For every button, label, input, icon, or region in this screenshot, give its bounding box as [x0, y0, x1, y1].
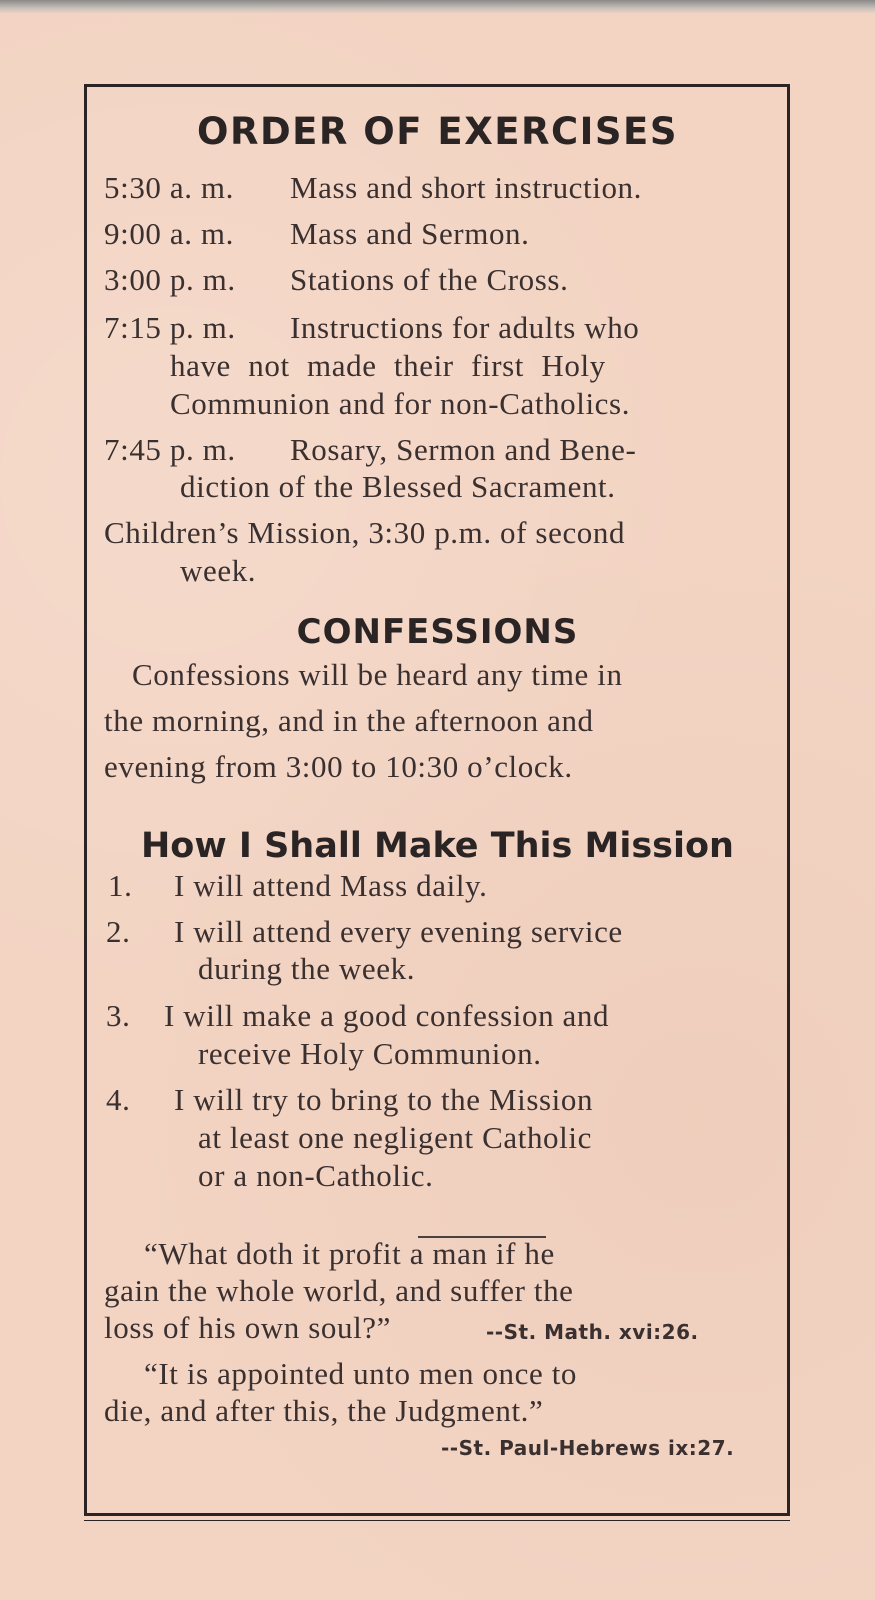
- schedule-text: Communion and for non-Catholics.: [170, 386, 631, 421]
- confessions-text: evening from 3:00 to 10:30 o’clock.: [104, 749, 573, 784]
- quote-reference: --St. Paul-Hebrews ix:27.: [441, 1436, 735, 1460]
- card-top-edge: [0, 0, 875, 14]
- schedule-text: Instructions for adults who: [290, 310, 640, 345]
- quote-text: die, and after this, the Judgment.”: [104, 1393, 544, 1428]
- mission-item-text: I will attend Mass daily.: [174, 868, 488, 903]
- mission-item-text: during the week.: [198, 951, 416, 986]
- mission-item-number: 1.: [108, 868, 133, 903]
- schedule-text: Stations of the Cross.: [290, 262, 569, 297]
- mission-item-text: I will attend every evening service: [174, 914, 623, 949]
- mission-item-text: at least one negligent Catholic: [198, 1120, 592, 1155]
- mission-item-text: or a non-Catholic.: [198, 1158, 434, 1193]
- quote-reference: --St. Math. xvi:26.: [486, 1320, 699, 1344]
- schedule-time: 5:30 a. m.: [104, 170, 234, 205]
- schedule-text: Mass and short instruction.: [290, 170, 643, 205]
- schedule-time: 3:00 p. m.: [104, 262, 236, 297]
- mission-item-number: 2.: [106, 914, 131, 949]
- schedule-time: 9:00 a. m.: [104, 216, 234, 251]
- quote-text: “It is appointed unto men once to: [144, 1356, 578, 1391]
- schedule-time: 7:45 p. m.: [104, 432, 236, 467]
- schedule-time: 7:15 p. m.: [104, 310, 236, 345]
- quote-text: loss of his own soul?”: [104, 1310, 392, 1345]
- mission-item-text: I will make a good confession and: [164, 998, 610, 1033]
- quote-text: “What doth it profit a man if he: [144, 1236, 555, 1271]
- confessions-text: the morning, and in the afternoon and: [104, 703, 594, 738]
- schedule-text: Mass and Sermon.: [290, 216, 530, 251]
- mission-heading: How I Shall Make This Mission: [141, 826, 734, 866]
- mission-item-number: 3.: [106, 998, 131, 1033]
- confessions-text: Confessions will be heard any time in: [132, 657, 623, 692]
- mission-item-text: I will try to bring to the Mission: [174, 1082, 594, 1117]
- childrens-mission-text: week.: [180, 553, 257, 588]
- confessions-heading: CONFESSIONS: [296, 612, 579, 652]
- quote-text: gain the whole world, and suffer the: [104, 1273, 574, 1308]
- schedule-text: have not made their first Holy: [170, 348, 606, 383]
- order-heading: ORDER OF EXERCISES: [197, 110, 678, 153]
- schedule-text: diction of the Blessed Sacrament.: [180, 469, 616, 504]
- mission-item-number: 4.: [106, 1082, 131, 1117]
- mission-item-text: receive Holy Communion.: [198, 1036, 542, 1071]
- schedule-text: Rosary, Sermon and Bene-: [290, 432, 637, 467]
- childrens-mission-text: Children’s Mission, 3:30 p.m. of second: [104, 515, 626, 550]
